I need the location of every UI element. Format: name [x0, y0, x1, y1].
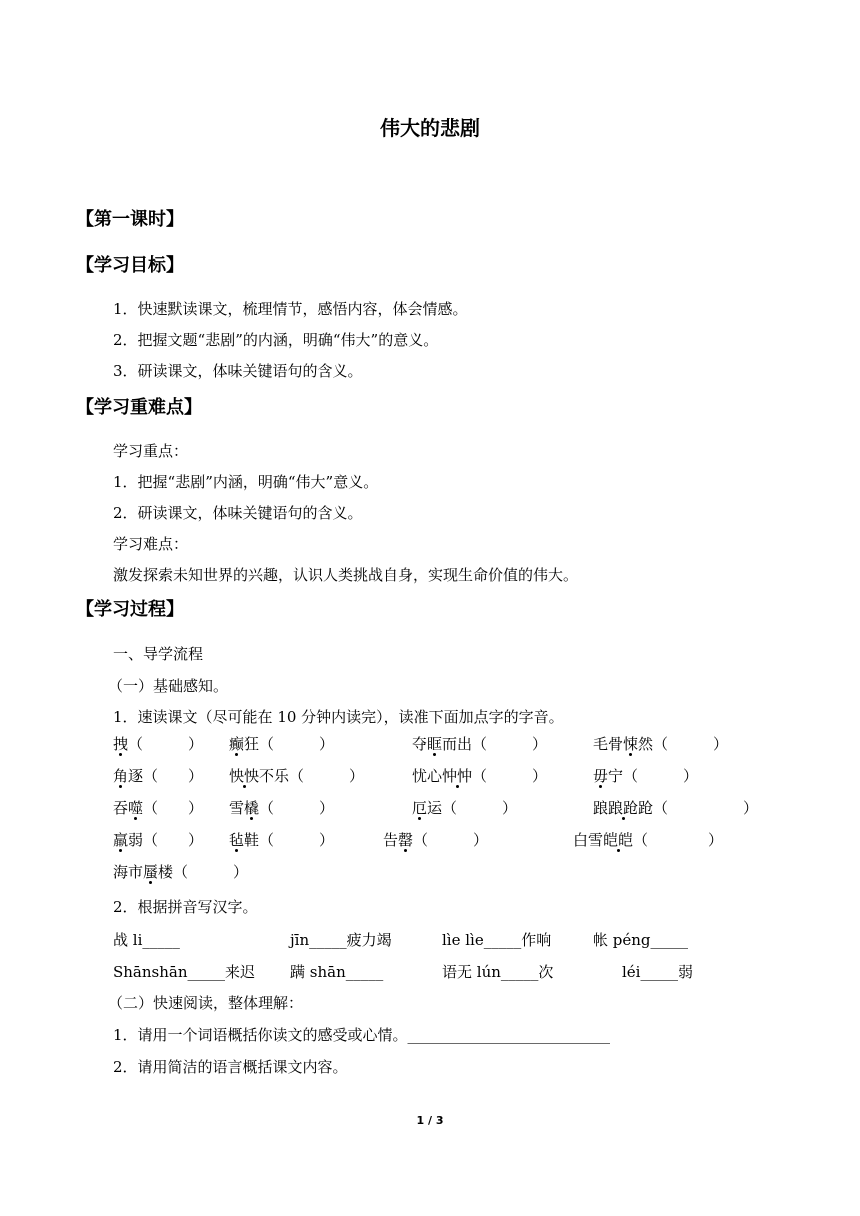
- pinyin-item: léi_____弱: [622, 963, 693, 981]
- vocab-item: 羸弱（ ）: [113, 831, 204, 849]
- question-3: 1．请用一个词语概括你读文的感受或心情。___________________________: [113, 1026, 611, 1044]
- sub-basic: （一）基础感知。: [108, 677, 229, 695]
- heading-keypoints: 【学习重难点】: [76, 397, 202, 418]
- vocab-item: 拽（ ）: [113, 735, 204, 753]
- vocab-item: 厄运（ ）: [412, 799, 518, 817]
- sub-reading: （二）快速阅读，整体理解：: [108, 994, 304, 1012]
- vocab-item: 毛骨悚然（ ）: [593, 735, 729, 753]
- pinyin-item: 语无 lún_____次: [442, 963, 554, 981]
- vocab-item: 癫狂（ ）: [229, 735, 335, 753]
- pinyin-item: 帐 péng_____: [593, 931, 689, 949]
- page-number: 1 / 3: [416, 1114, 444, 1127]
- pinyin-item: 战 li_____: [113, 931, 180, 949]
- vocab-item: 吞噬（ ）: [113, 799, 204, 817]
- objective-1: 1．快速默读课文，梳理情节，感悟内容，体会情感。: [113, 300, 468, 318]
- focus-label: 学习重点：: [113, 442, 189, 460]
- vocab-item: 怏怏不乐（ ）: [229, 767, 365, 785]
- section-guide: 一、导学流程: [113, 645, 204, 663]
- vocab-item: 毡鞋（ ）: [229, 831, 335, 849]
- difficulty-text: 激发探索未知世界的兴趣，认识人类挑战自身，实现生命价值的伟大。: [113, 566, 579, 584]
- pinyin-item: lìe lìe_____作响: [442, 931, 552, 949]
- vocab-item: 告罄（ ）: [383, 831, 489, 849]
- heading-lesson: 【第一课时】: [76, 209, 184, 230]
- vocab-item: 角逐（ ）: [113, 767, 204, 785]
- heading-process: 【学习过程】: [76, 599, 184, 620]
- vocab-item: 白雪皑皑（ ）: [573, 831, 724, 849]
- question-4: 2．请用简洁的语言概括课文内容。: [113, 1058, 348, 1076]
- question-1: 1．速读课文（尽可能在 10 分钟内读完），读准下面加点字的字音。: [113, 708, 564, 726]
- question-2: 2．根据拼音写汉字。: [113, 898, 258, 916]
- page-title: 伟大的悲剧: [380, 116, 480, 140]
- focus-1: 1．把握“悲剧”内涵，明确“伟大”意义。: [113, 473, 379, 491]
- vocab-item: 踉踉跄跄（ ）: [593, 799, 759, 817]
- objective-3: 3．研读课文，体味关键语句的含义。: [113, 362, 363, 380]
- heading-objectives: 【学习目标】: [76, 255, 184, 276]
- pinyin-item: 蹒 shān_____: [290, 963, 384, 981]
- vocab-item: 夺眶而出（ ）: [412, 735, 548, 753]
- pinyin-item: jīn_____疲力竭: [290, 931, 392, 949]
- vocab-item: 毋宁（ ）: [593, 767, 699, 785]
- difficulty-label: 学习难点：: [113, 535, 189, 553]
- vocab-item: 海市蜃楼（ ）: [113, 863, 249, 881]
- objective-2: 2．把握文题“悲剧”的内涵，明确“伟大”的意义。: [113, 331, 439, 349]
- vocab-item: 雪橇（ ）: [229, 799, 335, 817]
- pinyin-item: Shānshān_____来迟: [113, 963, 256, 981]
- vocab-item: 忧心忡忡（ ）: [412, 767, 548, 785]
- focus-2: 2．研读课文，体味关键语句的含义。: [113, 504, 363, 522]
